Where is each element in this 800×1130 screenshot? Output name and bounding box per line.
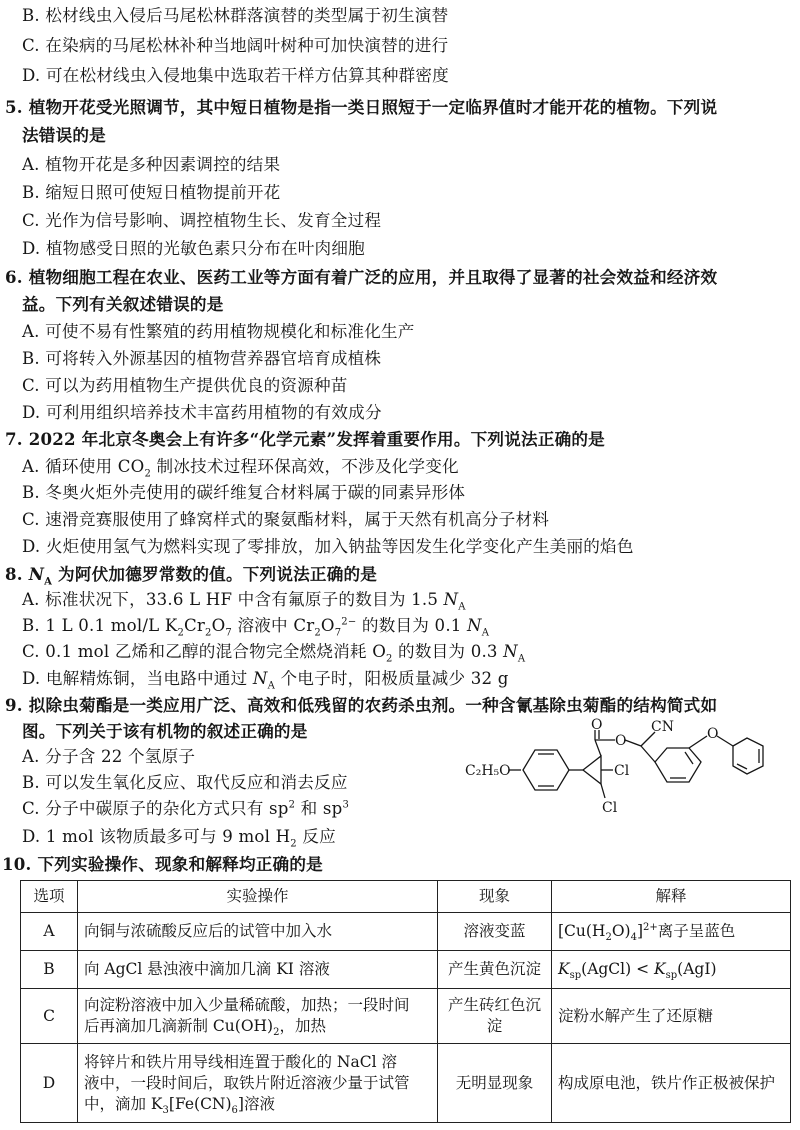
header-phenomenon: 现象 [438,881,552,913]
row-b-phenomenon: 产生黄色沉淀 [438,951,552,989]
header-option: 选项 [21,881,78,913]
row-b-operation: 向 AgCl 悬浊液中滴加几滴 KI 溶液 [78,951,438,989]
row-c-explanation: 淀粉水解产生了还原糖 [552,989,791,1044]
row-c-phenomenon: 产生砖红色沉淀 [438,989,552,1044]
q9-stem-line1: 9. 拟除虫菊酯是一类应用广泛、高效和低残留的农药杀虫剂。一种含氰基除虫菊酯的结构简式如 [5,695,718,715]
q6-option-d: D. 可利用组织培养技术丰富药用植物的有效成分 [22,403,382,422]
q4-option-b: B. 松材线虫入侵后马尾松林群落演替的类型属于初生演替 [22,6,449,25]
q7-stem: 7. 2022 年北京冬奥会上有许多“化学元素”发挥着重要作用。下列说法正确的是 [5,429,605,449]
q5-stem-line2: 法错误的是 [22,125,106,145]
table-row [21,989,791,1044]
structure-ethoxy-label: C₂H₅O [465,763,511,779]
table-row [21,913,791,951]
q9-option-d: D. 1 mol 该物质最多可与 9 mol $H_2$ 反应 [22,827,336,850]
pyrethroid-structure-figure [455,718,790,813]
structure-cl2-label: Cl [602,800,618,813]
structure-carbonyl-o-label: O [591,718,603,733]
q5-option-c: C. 光作为信号影响、调控植物生长、发育全过程 [22,211,382,230]
row-d-operation: 将锌片和铁片用导线相连置于酸化的 NaCl 溶 液中，一段时间后，取铁片附近溶液少量于试管 中，滴加 $K_3[Fe(CN)_6]$溶液 [78,1044,438,1123]
row-a-option: A [21,913,78,951]
q6-stem-line2: 益。下列有关叙述错误的是 [22,294,224,314]
q7-option-c: C. 速滑竞赛服使用了蜂窝样式的聚氨酯材料，属于天然有机高分子材料 [22,510,550,529]
row-c-operation: 向淀粉溶液中加入少量稀硫酸，加热；一段时间 后再滴加几滴新制 $Cu(OH)_2$，加热 [78,989,438,1044]
table-row [21,1044,791,1123]
q6-stem-line1: 6. 植物细胞工程在农业、医药工业等方面有着广泛的应用，并且取得了显著的社会效益和经济效 [5,267,718,287]
q9-stem-line2: 图。下列关于该有机物的叙述正确的是 [22,721,308,741]
structure-ester-o-label: O [615,733,627,749]
table-row [21,951,791,989]
header-operation: 实验操作 [78,881,438,913]
q6-option-c: C. 可以为药用植物生产提供优良的资源种苗 [22,376,348,395]
row-d-option: D [21,1044,78,1123]
q5-stem-line1: 5. 植物开花受光照调节，其中短日植物是指一类日照短于一定临界值时才能开花的植物。下列说 [5,97,718,117]
q4-option-c: C. 在染病的马尾松林补种当地阔叶树种可加快演替的进行 [22,36,449,55]
q10-table [20,880,791,1123]
table-header-row [21,881,791,913]
row-d-explanation: 构成原电池，铁片作正极被保护 [552,1044,791,1123]
row-d-phenomenon: 无明显现象 [438,1044,552,1123]
row-c-option: C [21,989,78,1044]
q5-option-d: D. 植物感受日照的光敏色素只分布在叶肉细胞 [22,239,365,258]
q8-option-d: D. 电解精炼铜，当电路中通过 $N_A$ 个电子时，阳极质量减少 32 g [22,669,509,692]
q8-option-b: B. 1 L 0.1 mol/L $K_2Cr_2O_7$ 溶液中 $Cr_2O_7^{2-}$ 的数目为 0.1 $N_A$ [22,616,490,639]
q7-option-a: A. 循环使用 $CO_2$ 制冰技术过程环保高效，不涉及化学变化 [22,457,459,480]
q9-option-a: A. 分子含 22 个氢原子 [22,747,196,766]
q5-option-b: B. 缩短日照可使短日植物提前开花 [22,183,281,202]
structure-cl1-label: Cl [614,763,630,779]
q8-option-a: A. 标准状况下，33.6 L HF 中含有氟原子的数目为 1.5 $N_A$ [22,590,466,613]
q6-option-b: B. 可将转入外源基因的植物营养器官培育成植株 [22,349,382,368]
row-a-explanation: $[Cu(H_2O)_4]^{2+}$离子呈蓝色 [552,913,791,951]
structure-cn-label: CN [651,719,674,735]
structure-svg [455,718,790,813]
q9-option-c: C. 分子中碳原子的杂化方式只有 $sp^2$ 和 $sp^3$ [22,799,349,818]
q7-option-d: D. 火炬使用氢气为燃料实现了零排放，加入钠盐等因发生化学变化产生美丽的焰色 [22,537,634,556]
row-a-phenomenon: 溶液变蓝 [438,913,552,951]
q8-stem: 8. $N_A$ 为阿伏加德罗常数的值。下列说法正确的是 [5,564,378,588]
q9-option-b: B. 可以发生氧化反应、取代反应和消去反应 [22,773,348,792]
q8-option-c: C. 0.1 mol 乙烯和乙醇的混合物完全燃烧消耗 $O_2$ 的数目为 0.3 $N_A$ [22,642,526,665]
q10-stem: 10. 下列实验操作、现象和解释均正确的是 [2,854,323,874]
q7-option-b: B. 冬奥火炬外壳使用的碳纤维复合材料属于碳的同素异形体 [22,483,466,502]
structure-ether-o-label: O [707,726,719,742]
row-b-option: B [21,951,78,989]
q4-option-d: D. 可在松材线虫入侵地集中选取若干样方估算其种群密度 [22,66,449,85]
header-explanation: 解释 [552,881,791,913]
q6-option-a: A. 可使不易有性繁殖的药用植物规模化和标准化生产 [22,322,415,341]
row-a-operation: 向铜与浓硫酸反应后的试管中加入水 [78,913,438,951]
q5-option-a: A. 植物开花是多种因素调控的结果 [22,155,281,174]
row-b-explanation: $K_{sp}(AgCl) < K_{sp}(AgI)$ [552,951,791,989]
